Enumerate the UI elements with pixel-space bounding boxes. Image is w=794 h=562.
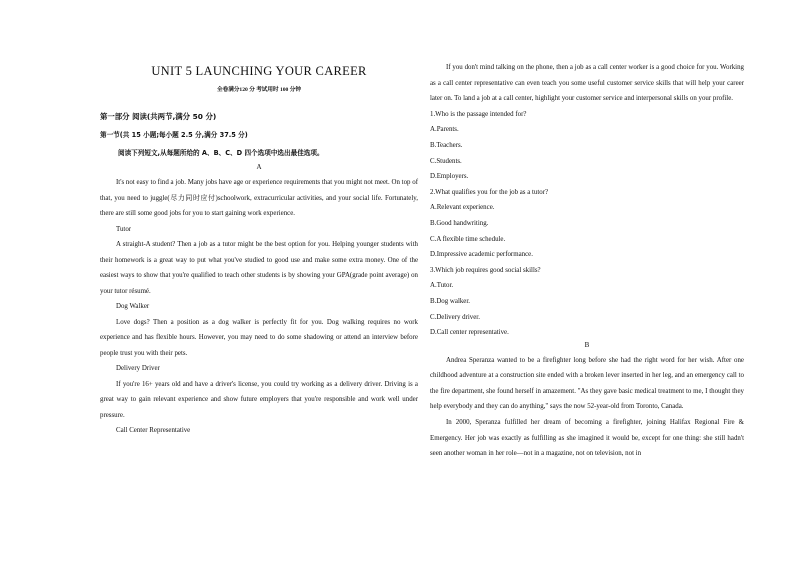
option-line: C.A flexible time schedule.: [430, 235, 506, 243]
exam-info: 全卷满分120 分 考试用时 100 分钟: [217, 87, 301, 93]
question-3: 3.Which job requires good social skills?: [430, 266, 541, 274]
option-line: B.Good handwriting.: [430, 219, 489, 227]
option-line: A.Relevant experience.: [430, 204, 495, 212]
option-line: B.Teachers.: [430, 141, 463, 149]
dog-walker-paragraph: Love dogs? Then a position as a dog walker is perfectly fit for you. Dog walking requires no work experience and has flexible hours. However, you may need to do some shadowing or attend an interview before people trust you with their pets.: [100, 318, 418, 357]
passage-a-intro: It's not easy to find a job. Many jobs have age or experience requirements that you might not meet. On top of that, you need to juggle(尽力同时应付)schoolwork, extracurricular activities, and your social life. Fortunately, there are still some good jobs for you to start gaining work experience.: [100, 179, 418, 217]
option-line: C.Delivery driver.: [430, 313, 480, 321]
part-heading: 第一部分 阅读(共两节,满分 50 分): [100, 112, 217, 121]
section-heading: 第一节(共 15 小题;每小题 2.5 分,满分 37.5 分): [100, 131, 248, 139]
instructions: 阅读下列短文,从每题所给的 A、B、C、D 四个选项中选出最佳选项。: [118, 149, 324, 157]
delivery-driver-paragraph: If you're 16+ years old and have a driver's license, you could try working as a delivery driver. Driving is a great way to gain relevant experience and show future employers that you're responsible and work well under pressure.: [100, 380, 418, 419]
passage-b-label: B: [584, 340, 590, 349]
passage-a-label: A: [256, 163, 262, 171]
tutor-heading: Tutor: [116, 225, 132, 233]
passage-b-paragraph-1: Andrea Speranza wanted to be a firefighter long before she had the right word for her wish. After one childhood adventure at a construction site ended with a broken lever inserted in her leg, and an emergency call to the fire department, she found herself in amazement. "As they gave basic medical treatment to me, I thought they help everybody and they can do anything," says the now 52-year-old from Toronto, Canada.: [430, 356, 744, 411]
option-line: A.Tutor.: [430, 282, 454, 290]
questions-list: [430, 107, 744, 341]
delivery-driver-heading: Delivery Driver: [116, 365, 160, 372]
option-line: D.Call center representative.: [430, 329, 509, 337]
option-line: A.Parents.: [430, 126, 459, 134]
tutor-paragraph: A straight-A student? Then a job as a tutor might be the best option for you. Helping younger students with their homework is a great way to put what you've studied to good use and make some extra money. One of the easiest ways to show that you're qualified to teach other students is by showing your GPA(grade point average) on your tutor résumé.: [100, 241, 418, 295]
left-column: [100, 60, 418, 439]
question-1: 1.Who is the passage intended for?: [430, 110, 527, 118]
dog-walker-heading: Dog Walker: [116, 303, 150, 310]
option-line: C.Students.: [430, 157, 462, 165]
option-line: D.Employers.: [430, 173, 469, 181]
question-2: 2.What qualifies you for the job as a tutor?: [430, 188, 549, 196]
passage-b-paragraph-2: In 2000, Speranza fulfilled her dream of becoming a firefighter, joining Halifax Regional Fire & Emergency. Her job was exactly as fulfilling as she imagined it would be, except for one thing: she still hadn't seen another woman in her role—not in a magazine, not on television, not in: [430, 419, 744, 458]
page-title: UNIT 5 LAUNCHING YOUR CAREER: [151, 64, 367, 78]
call-center-heading: Call Center Representative: [116, 427, 191, 434]
right-column: [430, 60, 744, 462]
option-line: D.Impressive academic performance.: [430, 251, 533, 259]
call-center-paragraph: If you don't mind talking on the phone, then a job as a call center worker is a good choice for you. Working as a call center representative can even teach you some useful customer service skills that will help your career later on. To land a job at a call center, highlight your customer service and interpersonal skills on your profile.: [430, 64, 744, 103]
option-line: B.Dog walker.: [430, 297, 470, 305]
